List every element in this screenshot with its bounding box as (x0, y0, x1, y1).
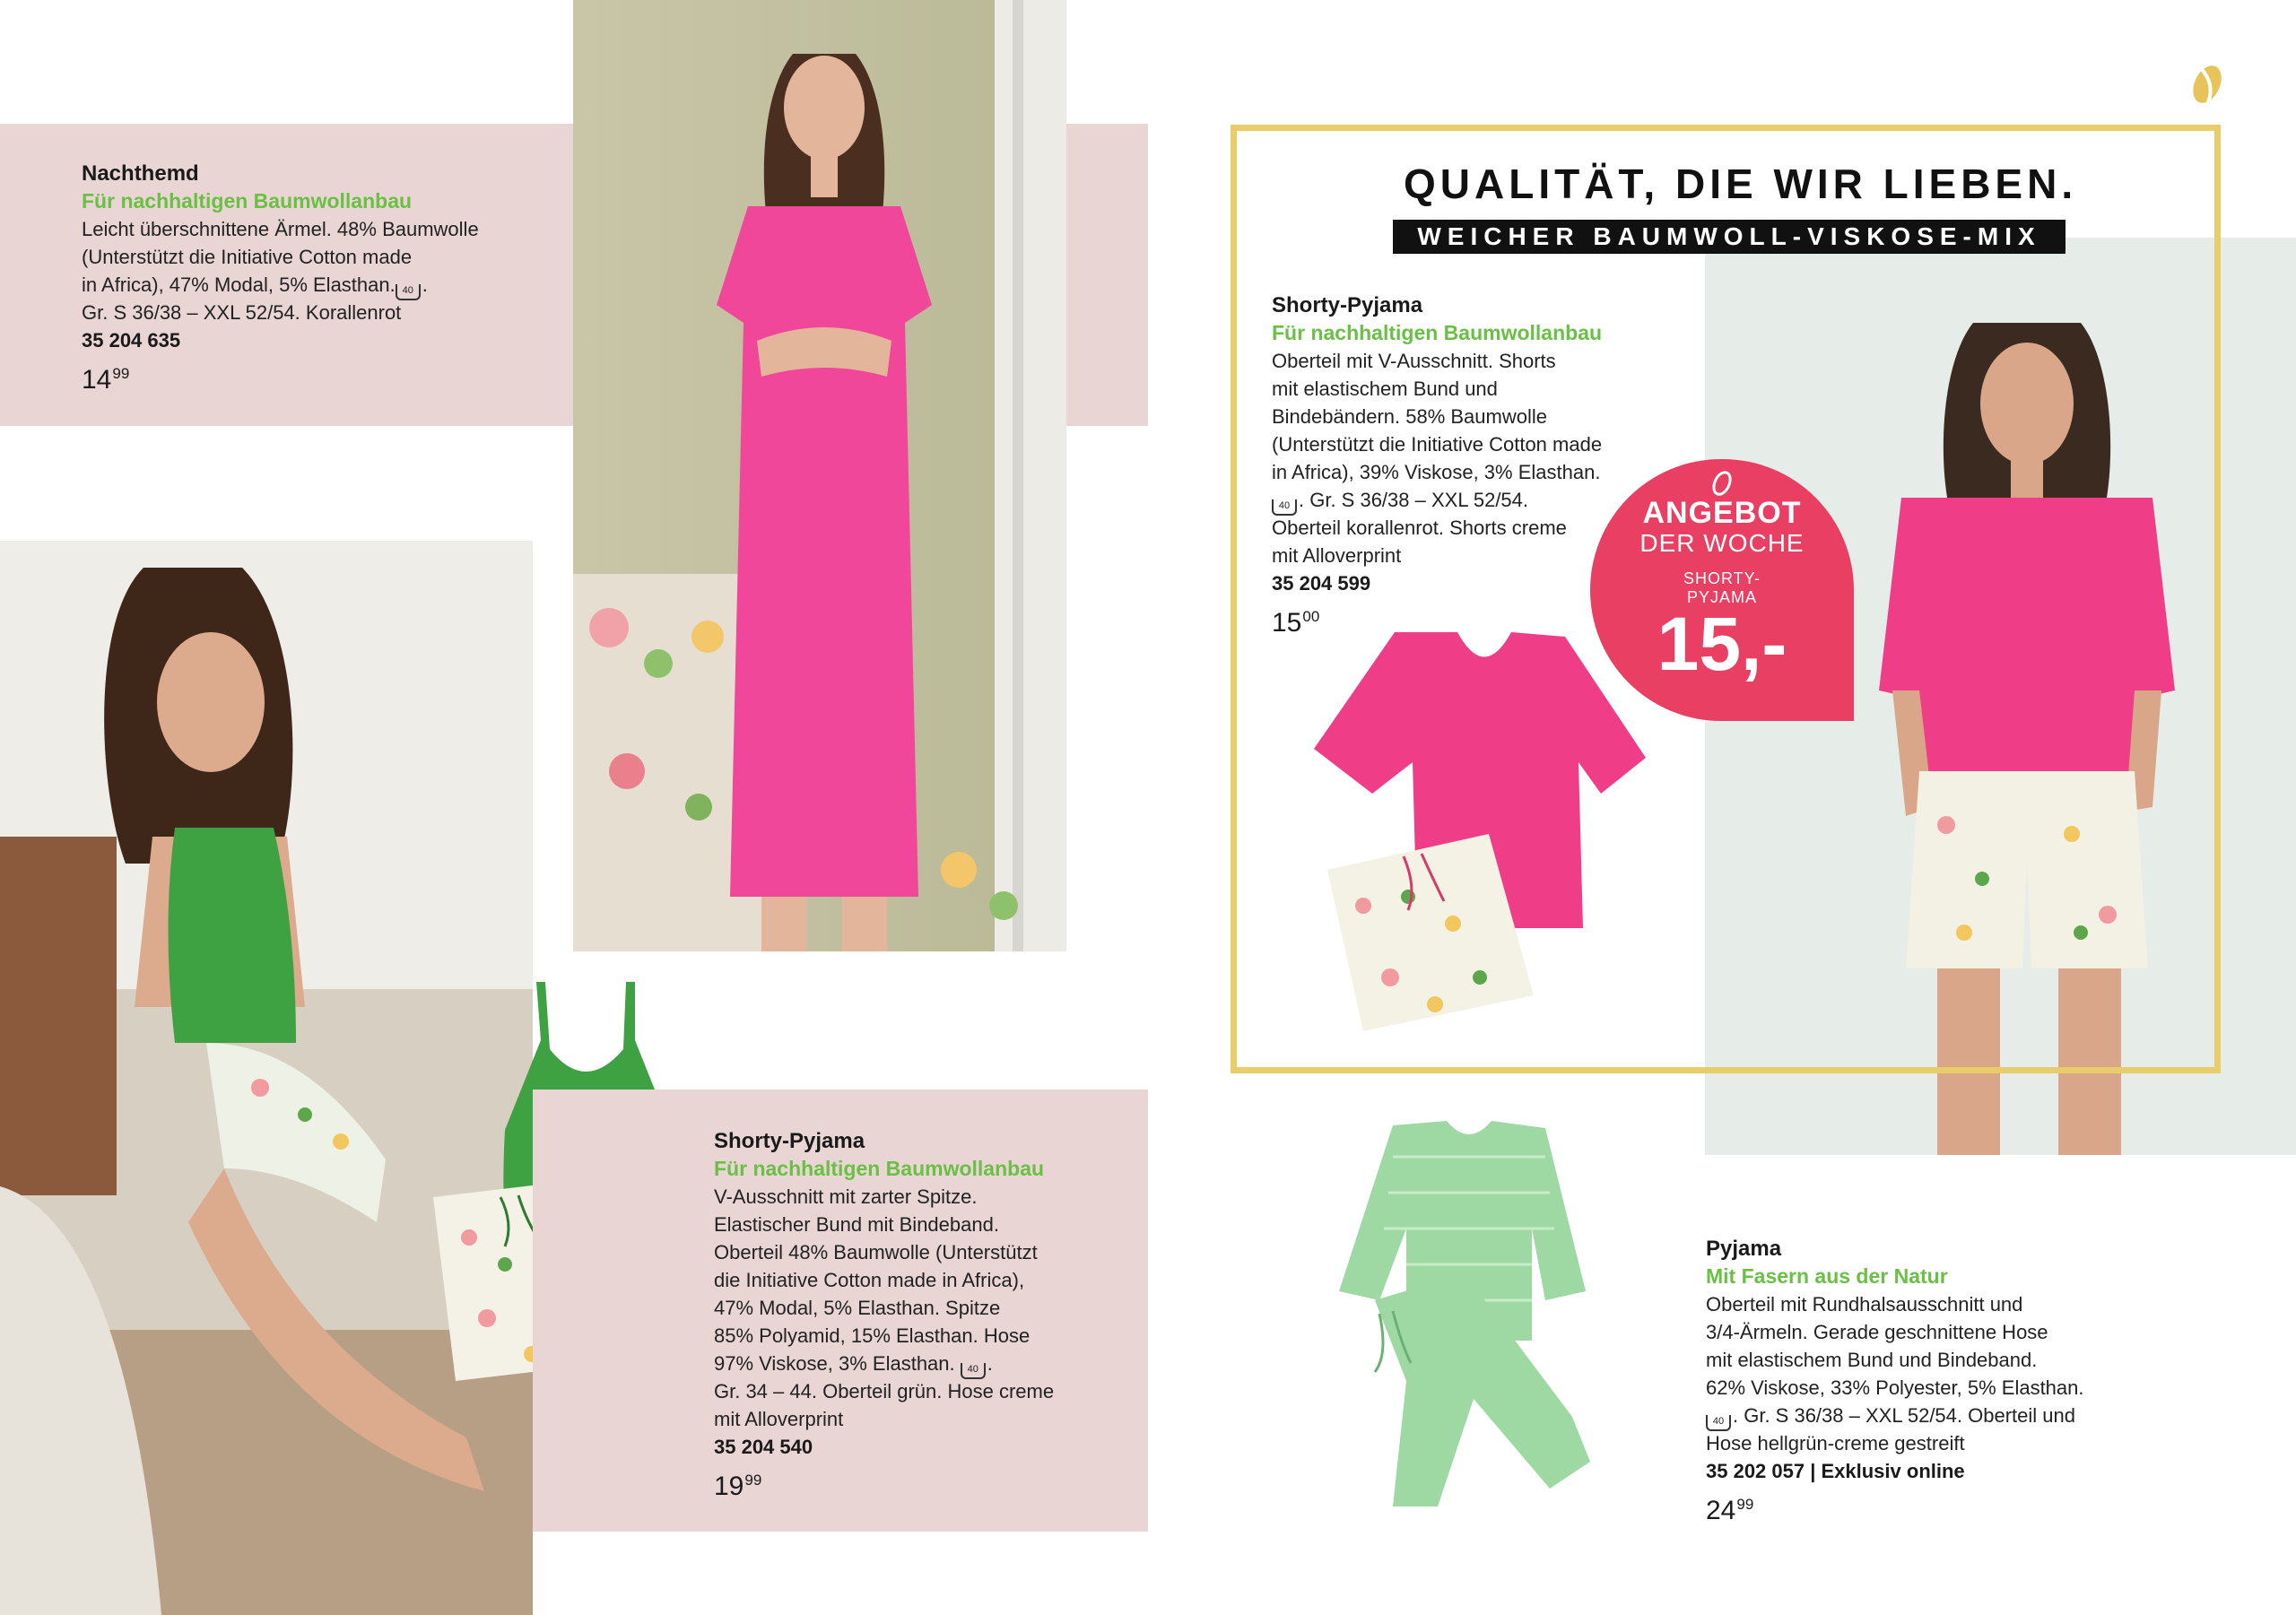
product-subtitle: Für nachhaltigen Baumwollanbau (1272, 321, 1603, 344)
product-size-color: 40 . Gr. S 36/38 – XXL 52/54. Oberteil korallenrot. Shorts creme mit Alloverprint (1272, 489, 1567, 567)
feature-headline: QUALITÄT, DIE WIR LIEBEN. (1404, 161, 2078, 207)
product-description: Oberteil mit V-Ausschnitt. Shorts mit elastischem Bund und Bindebändern. 58% Baumwolle (Unterstützt die Initiative Cotton made in Africa), 39% Viskose, 3% Elasthan. (1272, 350, 1603, 483)
product-name: Shorty-Pyjama (714, 1129, 865, 1153)
product-subtitle: Für nachhaltigen Baumwollanbau (82, 189, 413, 213)
angebot-der-woche-badge (1590, 459, 1854, 721)
product-size-color: Gr. 34 – 44. Oberteil grün. Hose creme mit Alloverprint (714, 1380, 1055, 1430)
feature-subheadline: WEICHER BAUMWOLL-VISKOSE-MIX (1393, 220, 2066, 254)
product-price: $19^{99}$ (714, 1472, 762, 1501)
product-price: $14^{99}$ (82, 365, 130, 395)
wash-40-icon: 40 (396, 284, 421, 300)
pyjama-product (1706, 1235, 2154, 1524)
shorty-pink-product-photo (1309, 628, 1650, 1036)
badge-subtitle: DER WOCHE (1639, 529, 1805, 557)
tchibo-bean-icon (1709, 470, 1735, 497)
badge-price: 15,- (1657, 602, 1787, 686)
shorty-green-product (714, 1127, 1144, 1500)
wash-40-icon: 40 (1272, 499, 1297, 516)
product-name: Pyjama (1706, 1237, 1782, 1261)
product-size-color: Gr. S 36/38 – XXL 52/54. Korallenrot (82, 301, 402, 324)
wash-40-icon: 40 (1706, 1415, 1731, 1431)
nachthemd-model-photo (573, 0, 1066, 951)
product-subtitle: Mit Fasern aus der Natur (1706, 1264, 1948, 1288)
product-description: Oberteil mit Rundhalsausschnitt und 3/4-Ärmeln. Gerade geschnittene Hose mit elastischem Bund und Bindeband. 62% Viskose, 33% Polyester, 5% Elasthan. (1706, 1293, 2084, 1399)
product-name: Nachthemd (82, 161, 199, 186)
product-description: V-Ausschnitt mit zarter Spitze. Elastischer Bund mit Bindeband. Oberteil 48% Baumwolle (Unterstützt die Initiative Cotton made in Africa), 47% Modal, 5% Elasthan. Spitze 85% Polyamid, 15% Elasthan. Hose 97% Viskose, 3% Elasthan. 40 . (714, 1183, 1144, 1377)
tchibo-logo-icon (2185, 61, 2230, 108)
product-subtitle: Für nachhaltigen Baumwollanbau (714, 1157, 1045, 1180)
wash-40-icon: 40 (961, 1363, 986, 1379)
badge-product-line1: SHORTY- (1683, 569, 1761, 587)
badge-title: ANGEBOT (1642, 496, 1802, 530)
article-number: 35 202 057 | Exklusiv online (1706, 1460, 1965, 1482)
article-number: 35 204 635 (82, 329, 181, 352)
product-name: Shorty-Pyjama (1272, 293, 1423, 317)
product-price: $24^{99}$ (1706, 1496, 1754, 1525)
product-description: Leicht überschnittene Ärmel. 48% Baumwolle (Unterstützt die Initiative Cotton made in Africa), 47% Modal, 5% Elasthan. 40 . (82, 215, 584, 299)
product-size-color: 40 . Gr. S 36/38 – XXL 52/54. Oberteil und Hose hellgrün-creme gestreift (1706, 1404, 2075, 1454)
badge-product-line2: PYJAMA (1686, 588, 1758, 606)
product-price: $15^{00}$ (1272, 608, 1320, 638)
article-number: 35 204 599 (1272, 572, 1371, 595)
article-number: 35 204 540 (714, 1436, 813, 1458)
pyjama-product-photo (1339, 1121, 1590, 1515)
nachthemd-product (82, 160, 584, 394)
